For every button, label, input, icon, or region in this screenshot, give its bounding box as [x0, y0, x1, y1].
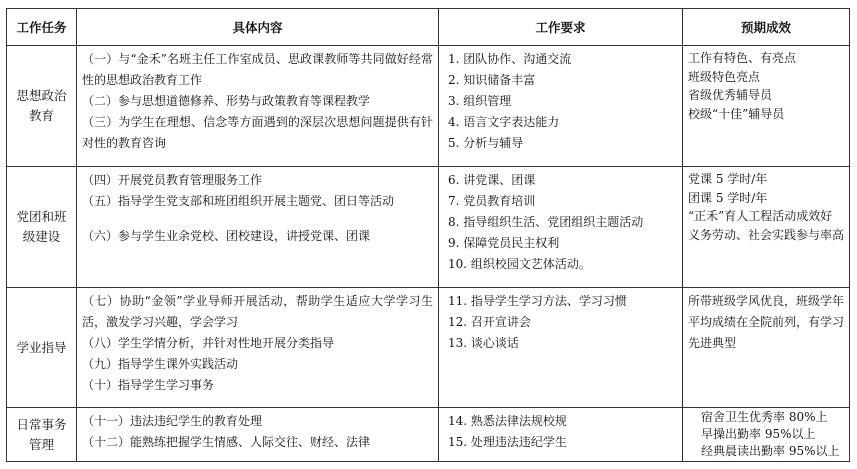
task-cell — [7, 167, 77, 288]
requirement-item: 4. 语言文字表达能力 — [448, 115, 560, 129]
content-item: （一）与“金禾”名班主任工作室成员、思政课教师等共同做好经常性的思想政治教育工作 — [82, 52, 433, 87]
requirement-item: 13. 谈心谈话 — [448, 336, 519, 350]
outcomes-cell — [683, 408, 850, 462]
table-row — [7, 46, 850, 167]
outcomes-cell — [683, 46, 850, 167]
content-item: （十）指导学生学习事务 — [82, 378, 215, 392]
requirement-item: 9. 保障党员民主权利 — [448, 236, 560, 250]
content-item: （七）协助“金领”学业导师开展活动，帮助学生适应大学学习生活，激发学习兴趣，学会学习 — [82, 294, 433, 329]
content-item: （五）指导学生党支部和班团组织开展主题党、团日等活动 — [82, 194, 395, 208]
content-item: （六）参与学生业余党校、团校建设，讲授党课、团课 — [82, 229, 371, 243]
requirement-item: 15. 处理违法违纪学生 — [448, 435, 567, 449]
outcome-item: 省级优秀辅导员 — [688, 88, 773, 102]
requirement-item: 5. 分析与辅导 — [448, 136, 524, 150]
requirement-item: 10. 组织校园文艺体活动。 — [448, 257, 591, 271]
outcomes-cell — [683, 167, 850, 288]
outcome-item: 工作有特色、有亮点 — [688, 51, 797, 65]
table-row — [7, 408, 850, 462]
task-line: 教育 — [28, 108, 54, 123]
requirement-item: 3. 组织管理 — [448, 94, 512, 108]
task-line: 学业指导 — [16, 339, 67, 355]
requirement-item: 6. 讲党课、团课 — [448, 173, 536, 187]
outcome-item: 校级“十佳”辅导员 — [688, 106, 785, 121]
requirement-item: 8. 指导组织生活、党团组织主题活动 — [448, 215, 644, 229]
requirement-item: 7. 党员教育培训 — [448, 194, 536, 208]
content-cell — [77, 46, 439, 167]
content-item: （二）参与思想道德修养、形势与政策教育等课程教学 — [82, 94, 371, 108]
requirement-item: 12. 召开宣讲会 — [448, 315, 531, 329]
content-item: （十二）能熟练把握学生情感、人际交往、财经、法律 — [82, 435, 371, 449]
outcome-item: 经典晨读出勤率 95%以上 — [701, 444, 840, 458]
task-cell — [7, 408, 77, 462]
content-cell — [77, 288, 439, 408]
outcome-item: “正禾”育人工程活动成效好 — [688, 209, 833, 223]
outcome-item: 宿舍卫生优秀率 80%上 — [701, 410, 828, 424]
outcome-item: 党课 5 学时/年 — [688, 172, 768, 186]
content-item: （三）为学生在理想、信念等方面遇到的深层次思想问题提供有针对性的教育咨询 — [82, 115, 433, 150]
outcome-item: 义务劳动、社会实践参与率高 — [688, 227, 845, 242]
duty-table — [6, 8, 850, 462]
requirement-item: 11. 指导学生学习方法、学习习惯 — [448, 294, 627, 308]
requirements-cell — [439, 46, 683, 167]
requirement-item: 2. 知识储备丰富 — [448, 73, 536, 87]
task-line: 管理 — [28, 436, 54, 452]
header-content: 具体内容 — [77, 9, 439, 46]
task-line: 日常事务 — [16, 416, 67, 432]
task-line: 级建设 — [22, 229, 61, 244]
task-line: 党团和班 — [16, 209, 67, 224]
content-item: （十一）违法违纪学生的教育处理 — [82, 414, 263, 428]
content-item: （九）指导学生课外实践活动 — [82, 357, 239, 371]
table-row — [7, 288, 850, 408]
outcomes-cell — [683, 288, 850, 408]
content-item: （八）学生学情分析，并针对性地开展分类指导 — [82, 336, 335, 350]
table-row — [7, 167, 850, 288]
task-line: 思想政治 — [16, 88, 67, 103]
requirement-item: 14. 熟悉法律法规校规 — [448, 414, 567, 428]
task-cell — [7, 288, 77, 408]
header-requirements: 工作要求 — [439, 9, 683, 46]
content-item: （四）开展党员教育管理服务工作 — [82, 173, 263, 187]
task-cell — [7, 46, 77, 167]
outcome-item: 所带班级学风优良，班级学年平均成绩在全院前列，有学习先进典型 — [688, 294, 845, 350]
requirements-cell — [439, 408, 683, 462]
header-task: 工作任务 — [7, 9, 77, 46]
header-outcomes: 预期成效 — [683, 9, 850, 46]
outcome-item: 早操出勤率 95%以上 — [701, 427, 816, 441]
outcome-item: 班级特色亮点 — [688, 69, 761, 84]
outcome-item: 团课 5 学时/年 — [688, 190, 768, 205]
content-cell — [77, 167, 439, 288]
requirements-cell — [439, 167, 683, 288]
header-row — [7, 9, 850, 46]
requirements-cell — [439, 288, 683, 408]
requirement-item: 1. 团队协作、沟通交流 — [448, 52, 572, 66]
content-cell — [77, 408, 439, 462]
